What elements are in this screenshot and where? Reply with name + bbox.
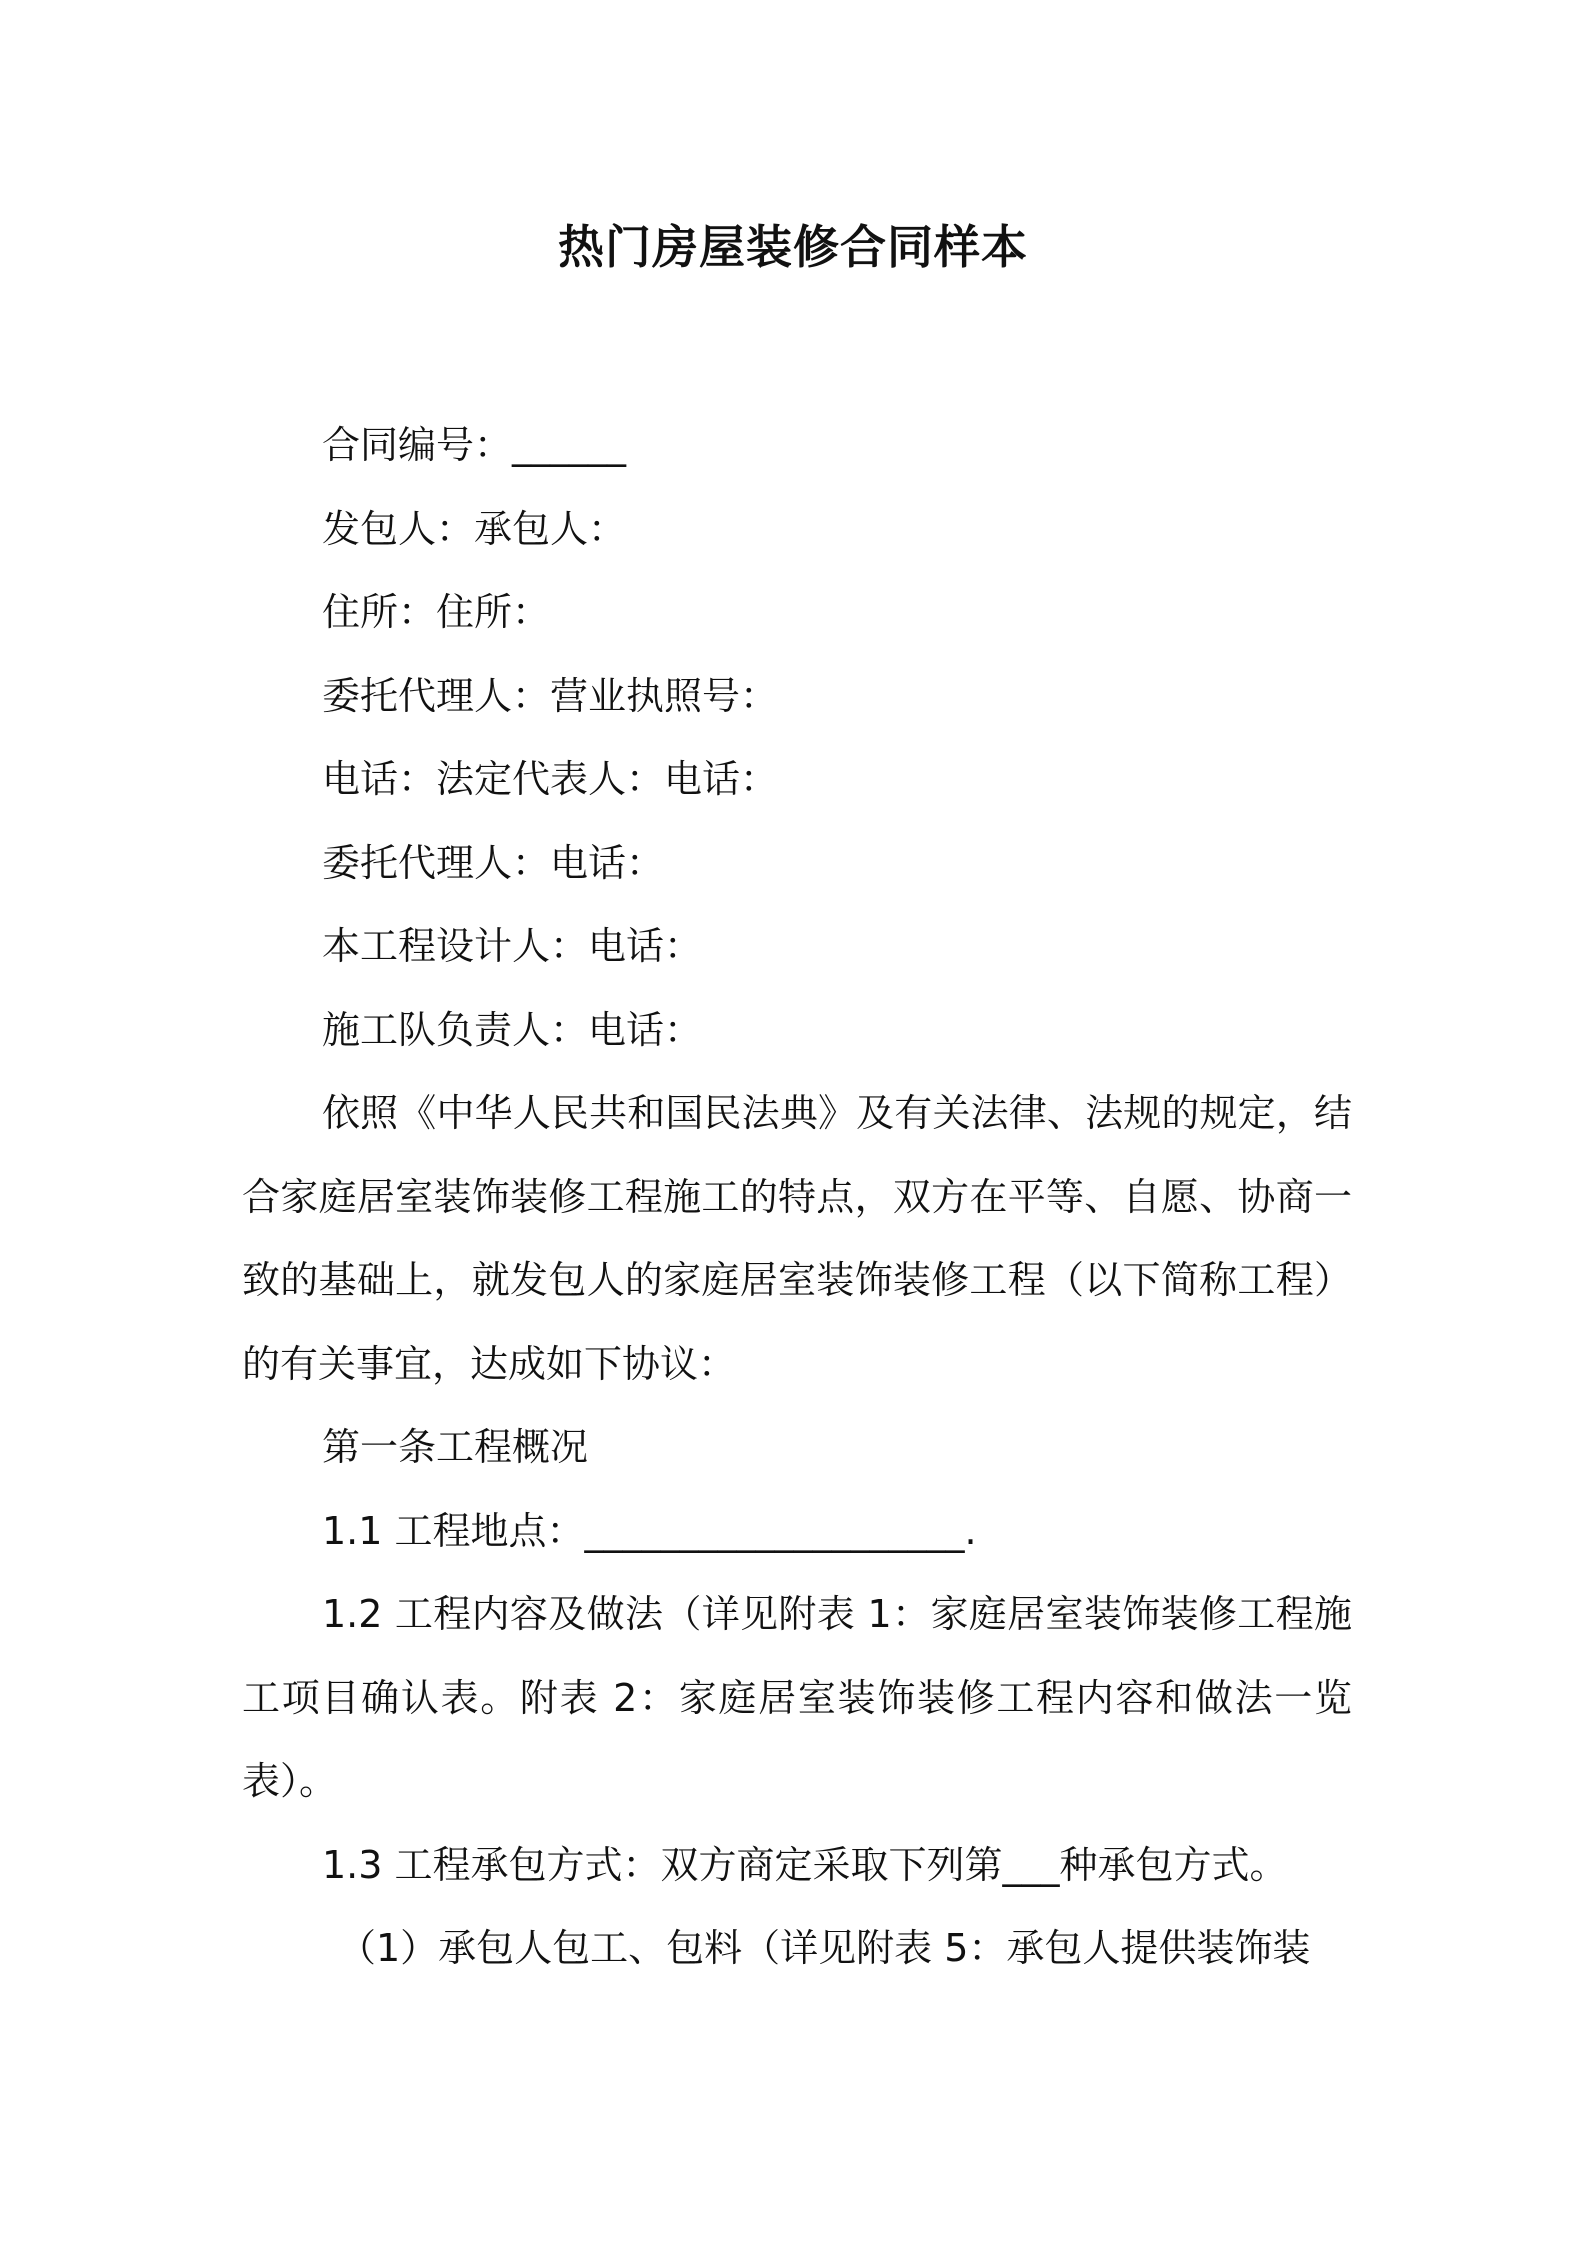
- article-1-heading: 第一条工程概况: [322, 1425, 589, 1469]
- phone-representative-line: 电话：法定代表人：电话：: [322, 757, 779, 801]
- address-line: 住所：住所：: [322, 590, 551, 634]
- clause-1-2: 1.2 工程内容及做法（详见附表 1：家庭居室装饰装修工程施工项目确认表。附表 2：家庭居室装饰装修工程内容和做法一览表）。: [242, 1592, 1352, 1803]
- contract-number-line: 合同编号：______: [322, 423, 627, 467]
- document-title: 热门房屋装修合同样本: [558, 220, 1028, 274]
- document-body: [242, 404, 1352, 1991]
- preamble-paragraph: 依照《中华人民共和国民法典》及有关法律、法规的规定，结合家庭居室装饰装修工程施工的特点，双方在平等、自愿、协商一致的基础上，就发包人的家庭居室装饰装修工程（以下简称工程）的有关事宜，达成如下协议：: [242, 1091, 1352, 1386]
- clause-1-3: 1.3 工程承包方式：双方商定采取下列第___种承包方式。: [322, 1842, 1288, 1887]
- agent-license-line: 委托代理人：营业执照号：: [322, 673, 779, 718]
- team-leader-phone-line: 施工队负责人：电话：: [322, 1007, 703, 1052]
- agent-phone-line: 委托代理人：电话：: [322, 840, 665, 885]
- clause-1-3-option-1: （1）承包人包工、包料（详见附表 5：承包人提供装饰装: [338, 1926, 1311, 1970]
- clause-1-1: 1.1 工程地点：____________________.: [322, 1508, 977, 1553]
- party-line: 发包人：承包人：: [322, 506, 627, 551]
- designer-phone-line: 本工程设计人：电话：: [322, 924, 703, 968]
